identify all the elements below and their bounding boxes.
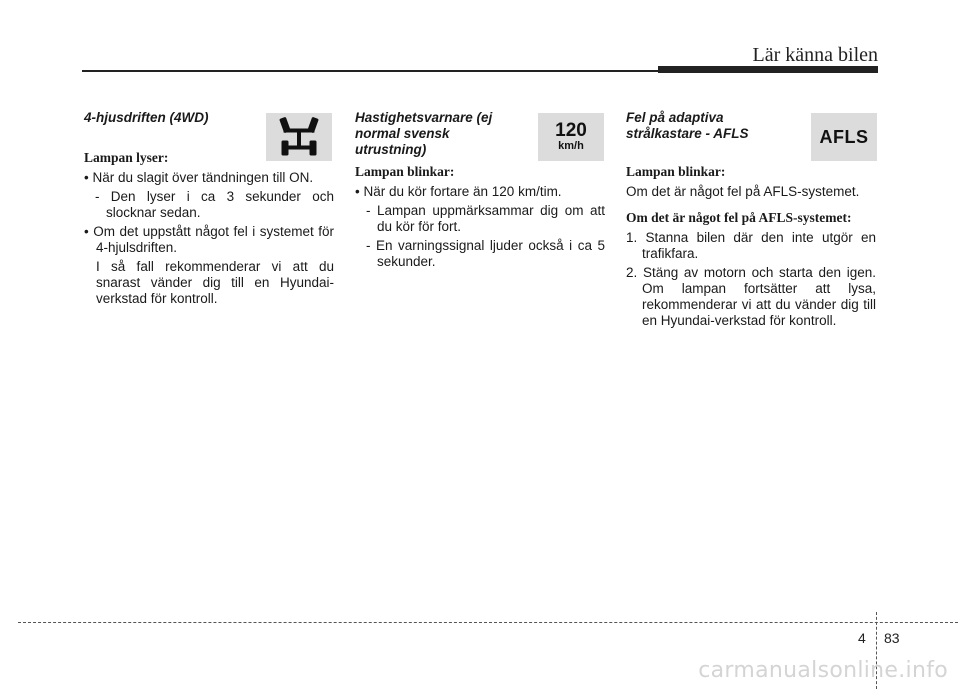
section-title: Fel på adaptiva strålkastare - AFLS [626, 110, 749, 141]
header-rule [82, 70, 662, 72]
section-subheading: Lampan lyser: [84, 150, 169, 165]
section-4wd [84, 110, 334, 310]
section-speed-warning [355, 110, 605, 273]
list-item-dash: - Den lyser i ca 3 sekunder och slocknar sedan. [95, 189, 334, 220]
watermark: carmanualsonline.info [698, 658, 948, 683]
footer-divider [18, 622, 958, 623]
list-item: • När du kör fortare än 120 km/tim. [355, 184, 562, 199]
section-subheading: Lampan blinkar: [355, 164, 455, 179]
section-title: Hastighetsvarnare (ej normal svensk utrustning) [355, 110, 493, 157]
list-item: • Om det uppstått något fel i systemet för 4-hjulsdriften. [84, 224, 334, 255]
section-subheading: Om det är något fel på AFLS-systemet: [626, 210, 852, 225]
section-title: 4-hjusdriften (4WD) [84, 110, 209, 125]
list-item-dash: - En varningssignal ljuder också i ca 5 sekunder. [366, 238, 605, 269]
section-afls [626, 110, 876, 332]
numbered-step: 2. Stäng av motorn och starta den igen. Om lampan fortsätter att lysa, rekommenderar vi att du vänder dig till en Hyundai-verkstad för kontroll. [626, 265, 876, 328]
list-item-dash: - Lampan uppmärksammar dig om att du kör för fort. [366, 203, 605, 234]
chapter-number: 4 [858, 630, 866, 646]
page-number: 83 [884, 630, 900, 646]
list-item-continuation: I så fall rekommenderar vi att du snarast vänder dig till en Hyundai-verkstad för kontroll. [96, 259, 334, 306]
afls-icon-label: AFLS [819, 126, 869, 147]
speed-icon-unit: km/h [558, 140, 584, 152]
speed-icon-number: 120 [555, 120, 587, 141]
chapter-title: Lär känna bilen [752, 44, 878, 66]
list-item: • När du slagit över tändningen till ON. [84, 170, 314, 185]
section-text: Om det är något fel på AFLS-systemet. [626, 184, 860, 199]
numbered-step: 1. Stanna bilen där den inte utgör en trafikfara. [626, 230, 876, 261]
section-subheading: Lampan blinkar: [626, 164, 726, 179]
header-rule-bold [658, 66, 878, 73]
